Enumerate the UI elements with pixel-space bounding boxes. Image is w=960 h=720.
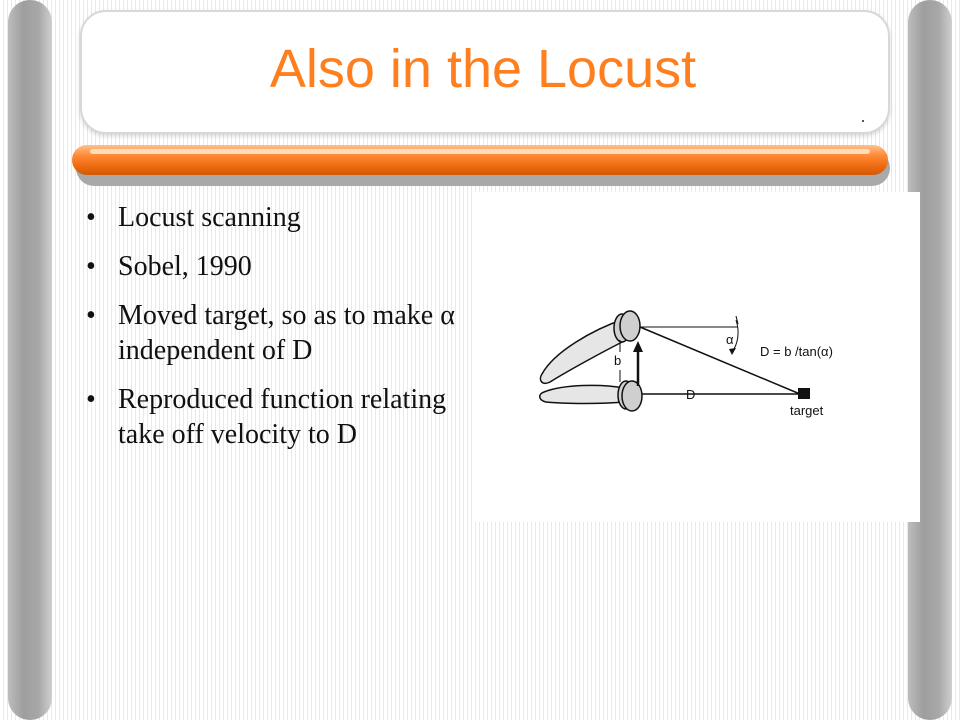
sight-line (640, 327, 800, 394)
bullet-item (86, 249, 456, 284)
bullet-item (86, 382, 456, 452)
divider-highlight (90, 149, 870, 154)
label-formula: D = b /tan(α) (760, 344, 833, 359)
slide-title: Also in the Locust (269, 39, 697, 99)
scan-arrowhead (633, 341, 643, 352)
bullet-mark: • (86, 202, 96, 233)
upper-locust-head (620, 311, 640, 341)
bullet-mark: • (86, 384, 96, 415)
bullet-text: Reproduced function relating take off velocity to D (118, 384, 447, 450)
bullet-text: Moved target, so as to make α independent of D (118, 300, 455, 366)
bullet-mark: • (86, 251, 96, 282)
bullet-text: Sobel, 1990 (118, 251, 252, 282)
lower-locust-body (540, 385, 624, 403)
bullet-text: Locust scanning (118, 202, 301, 233)
bullet-item (86, 298, 456, 368)
left-decorative-bar (8, 0, 52, 720)
label-d: D (686, 387, 696, 402)
target-marker (798, 388, 810, 399)
locust-diagram (474, 192, 920, 522)
bullet-mark: • (86, 300, 96, 331)
bullet-list (86, 200, 456, 466)
label-target: target (790, 403, 824, 418)
label-alpha: α (726, 332, 734, 347)
bullet-item (86, 200, 456, 235)
angle-arrowhead (729, 348, 736, 355)
title-panel-dot (862, 120, 864, 122)
label-b: b (614, 353, 622, 368)
locust-diagram-svg (474, 192, 920, 522)
